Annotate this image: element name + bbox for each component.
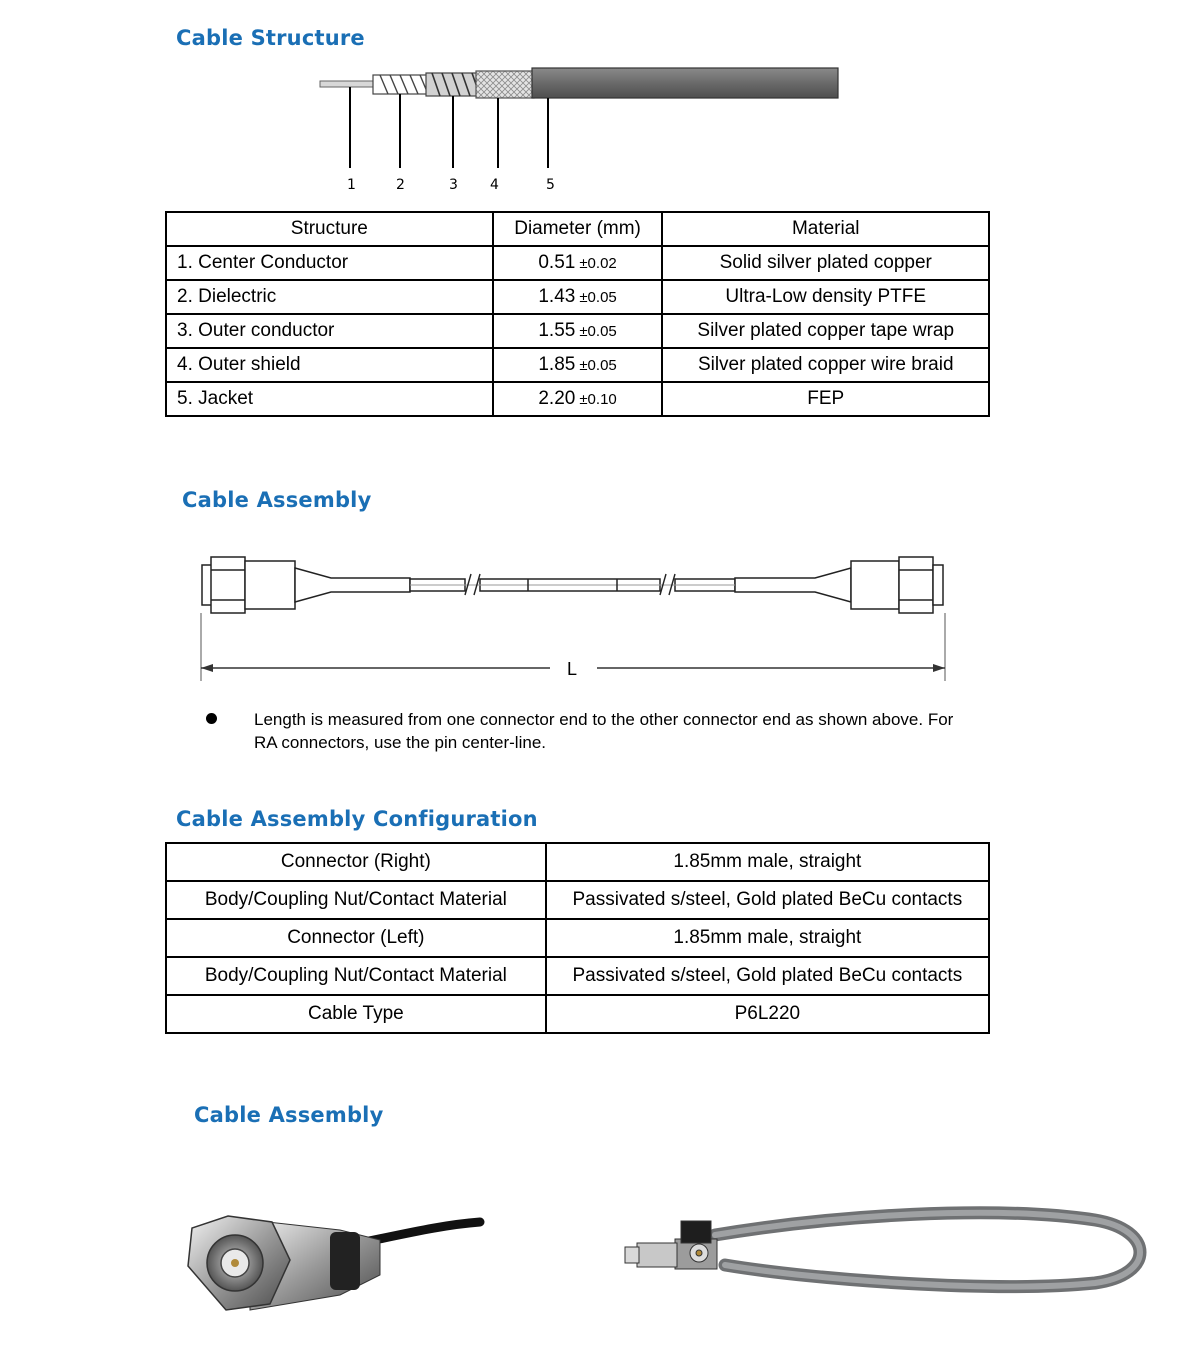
- header-material: Material: [662, 212, 989, 246]
- structure-label-1: 1: [347, 177, 356, 193]
- config-label: Body/Coupling Nut/Contact Material: [166, 957, 546, 995]
- table-row: [166, 957, 989, 995]
- table-row: [166, 348, 989, 382]
- cable-structure-title: Cable Structure: [176, 26, 365, 50]
- right-cable-boot: [735, 568, 851, 602]
- config-label: Connector (Right): [166, 843, 546, 881]
- diameter-value: 2.20: [538, 388, 576, 409]
- diameter-cell: [493, 246, 663, 280]
- diameter-cell: [493, 348, 663, 382]
- cable-assembly-title: Cable Assembly: [182, 488, 372, 512]
- tolerance-value: ±0.05: [579, 289, 617, 306]
- structure-name: 3. Outer conductor: [166, 314, 493, 348]
- table-row: [166, 919, 989, 957]
- left-connector-body: [245, 561, 295, 609]
- structure-label-2: 2: [396, 177, 405, 193]
- left-connector-nut: [211, 557, 245, 613]
- config-label: Body/Coupling Nut/Contact Material: [166, 881, 546, 919]
- table-header-row: [166, 212, 989, 246]
- length-label: L: [567, 659, 578, 679]
- material-cell: Solid silver plated copper: [662, 246, 989, 280]
- diameter-cell: [493, 382, 663, 416]
- config-label: Cable Type: [166, 995, 546, 1033]
- right-connector-body: [851, 561, 899, 609]
- cable-structure-table: [165, 211, 990, 417]
- tolerance-value: ±0.02: [579, 255, 617, 272]
- diameter-value: 1.55: [538, 320, 576, 341]
- bullet-icon: [206, 713, 217, 724]
- cable-assembly-photos-title: Cable Assembly: [194, 1103, 384, 1127]
- config-value: Passivated s/steel, Gold plated BeCu contacts: [546, 957, 989, 995]
- table-row: [166, 246, 989, 280]
- center-conductor: [320, 81, 375, 87]
- tolerance-value: ±0.05: [579, 357, 617, 374]
- cable-structure-diagram: [310, 62, 870, 197]
- header-diameter: Diameter (mm): [493, 212, 663, 246]
- table-row: [166, 995, 989, 1033]
- cable-assembly-drawing: [195, 553, 955, 688]
- material-cell: Silver plated copper wire braid: [662, 348, 989, 382]
- diameter-cell: [493, 314, 663, 348]
- material-cell: Ultra-Low density PTFE: [662, 280, 989, 314]
- structure-name: 1. Center Conductor: [166, 246, 493, 280]
- tolerance-value: ±0.05: [579, 323, 617, 340]
- config-value: P6L220: [546, 995, 989, 1033]
- config-label: Connector (Left): [166, 919, 546, 957]
- table-row: [166, 881, 989, 919]
- diameter-value: 1.43: [538, 286, 576, 307]
- structure-label-5: 5: [546, 177, 555, 193]
- header-structure: Structure: [166, 212, 493, 246]
- cable-assembly-configuration-title: Cable Assembly Configuration: [176, 807, 538, 831]
- diameter-cell: [493, 280, 663, 314]
- structure-name: 4. Outer shield: [166, 348, 493, 382]
- right-connector-nut: [899, 557, 933, 613]
- structure-label-3: 3: [449, 177, 458, 193]
- configuration-table: [165, 842, 990, 1034]
- structure-name: 2. Dielectric: [166, 280, 493, 314]
- structure-name: 5. Jacket: [166, 382, 493, 416]
- diameter-value: 0.51: [538, 252, 576, 273]
- material-cell: FEP: [662, 382, 989, 416]
- structure-label-4: 4: [490, 177, 499, 193]
- table-row: [166, 280, 989, 314]
- jacket: [532, 68, 838, 98]
- table-row: [166, 314, 989, 348]
- connector-closeup-photo: [180, 1200, 500, 1340]
- diameter-value: 1.85: [538, 354, 576, 375]
- table-row: [166, 843, 989, 881]
- outer-shield: [476, 71, 534, 98]
- cable-assembly-photo: [615, 1195, 1155, 1305]
- left-cable-boot: [295, 568, 410, 602]
- tolerance-value: ±0.10: [579, 391, 617, 408]
- config-value: 1.85mm male, straight: [546, 843, 989, 881]
- table-row: [166, 382, 989, 416]
- right-connector-tip: [933, 565, 943, 605]
- material-cell: Silver plated copper tape wrap: [662, 314, 989, 348]
- length-note: Length is measured from one connector end to the other connector end as shown above. For RA connectors, use the pin center-line.: [254, 710, 954, 752]
- config-value: 1.85mm male, straight: [546, 919, 989, 957]
- config-value: Passivated s/steel, Gold plated BeCu contacts: [546, 881, 989, 919]
